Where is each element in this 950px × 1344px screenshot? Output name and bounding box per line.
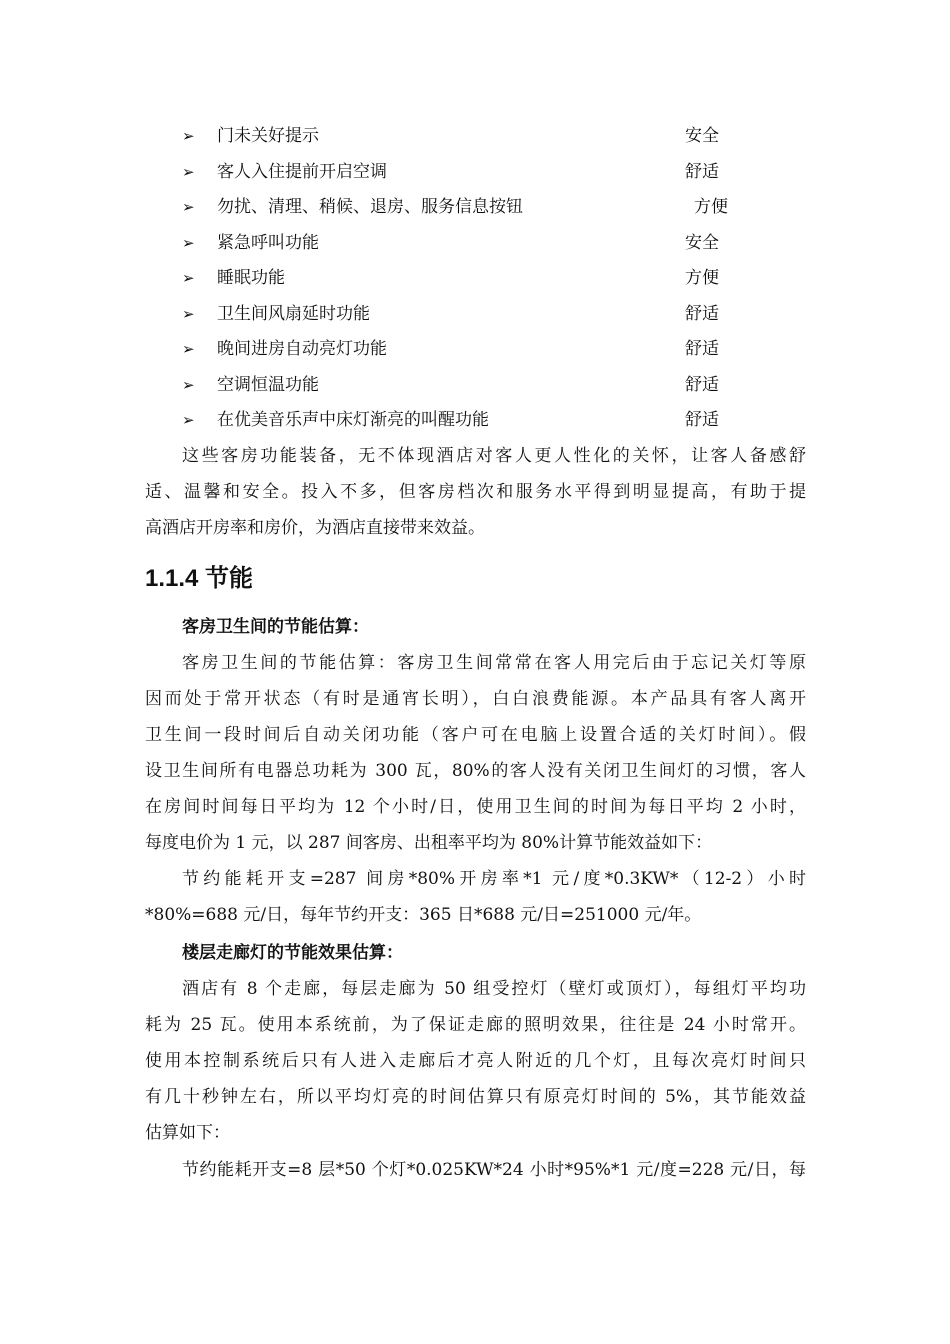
bullet-item bbox=[182, 334, 742, 370]
feature-bullet-list bbox=[182, 121, 742, 441]
bullet-text: 门未关好提示 bbox=[217, 126, 319, 146]
arrow-bullet-icon: ➢ bbox=[182, 269, 195, 287]
section-heading: 1.1.4 节能 bbox=[145, 565, 254, 592]
bullet-item bbox=[182, 192, 742, 228]
arrow-bullet-icon: ➢ bbox=[182, 304, 195, 323]
bullet-item bbox=[182, 228, 742, 264]
arrow-bullet-icon: ➢ bbox=[182, 411, 195, 429]
bullet-item bbox=[182, 405, 742, 441]
bullet-text: 客人入住提前开启空调 bbox=[217, 161, 387, 182]
bullet-tag: 方便 bbox=[694, 197, 728, 217]
calculation-line: 节约能耗开支=287 间房*80%开房率*1 元/度*0.3KW*（12-2）小时 bbox=[182, 869, 806, 889]
bullet-text: 睡眠功能 bbox=[217, 268, 285, 288]
calculation-line: *80%=688 元/日，每年节约开支：365 日*688 元/日=251000 元/年。 bbox=[145, 905, 702, 925]
bullet-text: 卫生间风扇延时功能 bbox=[217, 303, 370, 324]
bullet-tag: 舒适 bbox=[685, 303, 719, 324]
bathroom-subheading: 客房卫生间的节能估算： bbox=[182, 617, 369, 637]
paragraph-line: 每度电价为 1 元，以 287 间客房、出租率平均为 80%计算节能效益如下： bbox=[145, 833, 713, 853]
arrow-bullet-icon: ➢ bbox=[182, 162, 195, 181]
arrow-bullet-icon: ➢ bbox=[182, 340, 195, 358]
bullet-text: 晚间进房自动亮灯功能 bbox=[217, 339, 387, 359]
bullet-tag: 舒适 bbox=[685, 374, 719, 395]
arrow-bullet-icon: ➢ bbox=[182, 127, 195, 145]
paragraph-line: 适、温馨和安全。投入不多，但客房档次和服务水平得到明显提高，有助于提 bbox=[145, 482, 806, 502]
paragraph-line: 卫生间一段时间后自动关闭功能（客户可在电脑上设置合适的关灯时间）。假 bbox=[145, 725, 806, 745]
paragraph-line: 耗为 25 瓦。使用本系统前，为了保证走廊的照明效果，往往是 24 小时常开。 bbox=[145, 1015, 806, 1035]
bullet-item bbox=[182, 299, 742, 335]
paragraph-line: 估算如下： bbox=[145, 1123, 230, 1143]
arrow-bullet-icon: ➢ bbox=[182, 233, 195, 252]
bullet-item bbox=[182, 263, 742, 299]
bullet-text: 勿扰、清理、稍候、退房、服务信息按钮 bbox=[217, 197, 523, 217]
bullet-tag: 舒适 bbox=[685, 339, 719, 359]
arrow-bullet-icon: ➢ bbox=[182, 375, 195, 394]
paragraph-line: 因而处于常开状态（有时是通宵长明），白白浪费能源。本产品具有客人离开 bbox=[145, 689, 806, 709]
paragraph-line: 在房间时间每日平均为 12 个小时/日，使用卫生间的时间为每日平均 2 小时， bbox=[145, 797, 806, 817]
paragraph-line: 设卫生间所有电器总功耗为 300 瓦，80%的客人没有关闭卫生间灯的习惯，客人 bbox=[145, 761, 806, 781]
bullet-text: 紧急呼叫功能 bbox=[217, 232, 319, 253]
bullet-text: 在优美音乐声中床灯渐亮的叫醒功能 bbox=[217, 410, 489, 430]
corridor-subheading: 楼层走廊灯的节能效果估算： bbox=[182, 943, 403, 963]
bullet-item bbox=[182, 121, 742, 157]
paragraph-line: 这些客房功能装备，无不体现酒店对客人更人性化的关怀，让客人备感舒 bbox=[182, 446, 806, 466]
paragraph-line: 使用本控制系统后只有人进入走廊后才亮人附近的几个灯，且每次亮灯时间只 bbox=[145, 1051, 806, 1071]
arrow-bullet-icon: ➢ bbox=[182, 198, 195, 216]
bullet-tag: 舒适 bbox=[685, 161, 719, 182]
bullet-tag: 安全 bbox=[685, 232, 719, 253]
paragraph-line: 有几十秒钟左右，所以平均灯亮的时间估算只有原亮灯时间的 5%，其节能效益 bbox=[145, 1087, 806, 1107]
bullet-tag: 方便 bbox=[685, 268, 719, 288]
bullet-item bbox=[182, 370, 742, 406]
bullet-text: 空调恒温功能 bbox=[217, 374, 319, 395]
paragraph-line: 客房卫生间的节能估算：客房卫生间常常在客人用完后由于忘记关灯等原 bbox=[182, 653, 806, 673]
paragraph-line: 酒店有 8 个走廊，每层走廊为 50 组受控灯（壁灯或顶灯），每组灯平均功 bbox=[182, 979, 806, 999]
bullet-item bbox=[182, 157, 742, 193]
bullet-tag: 舒适 bbox=[685, 410, 719, 430]
bullet-tag: 安全 bbox=[685, 126, 719, 146]
paragraph-line: 高酒店开房率和房价，为酒店直接带来效益。 bbox=[145, 518, 485, 538]
calculation-line: 节约能耗开支=8 层*50 个灯*0.025KW*24 小时*95%*1 元/度=228 元/日，每 bbox=[182, 1160, 806, 1180]
